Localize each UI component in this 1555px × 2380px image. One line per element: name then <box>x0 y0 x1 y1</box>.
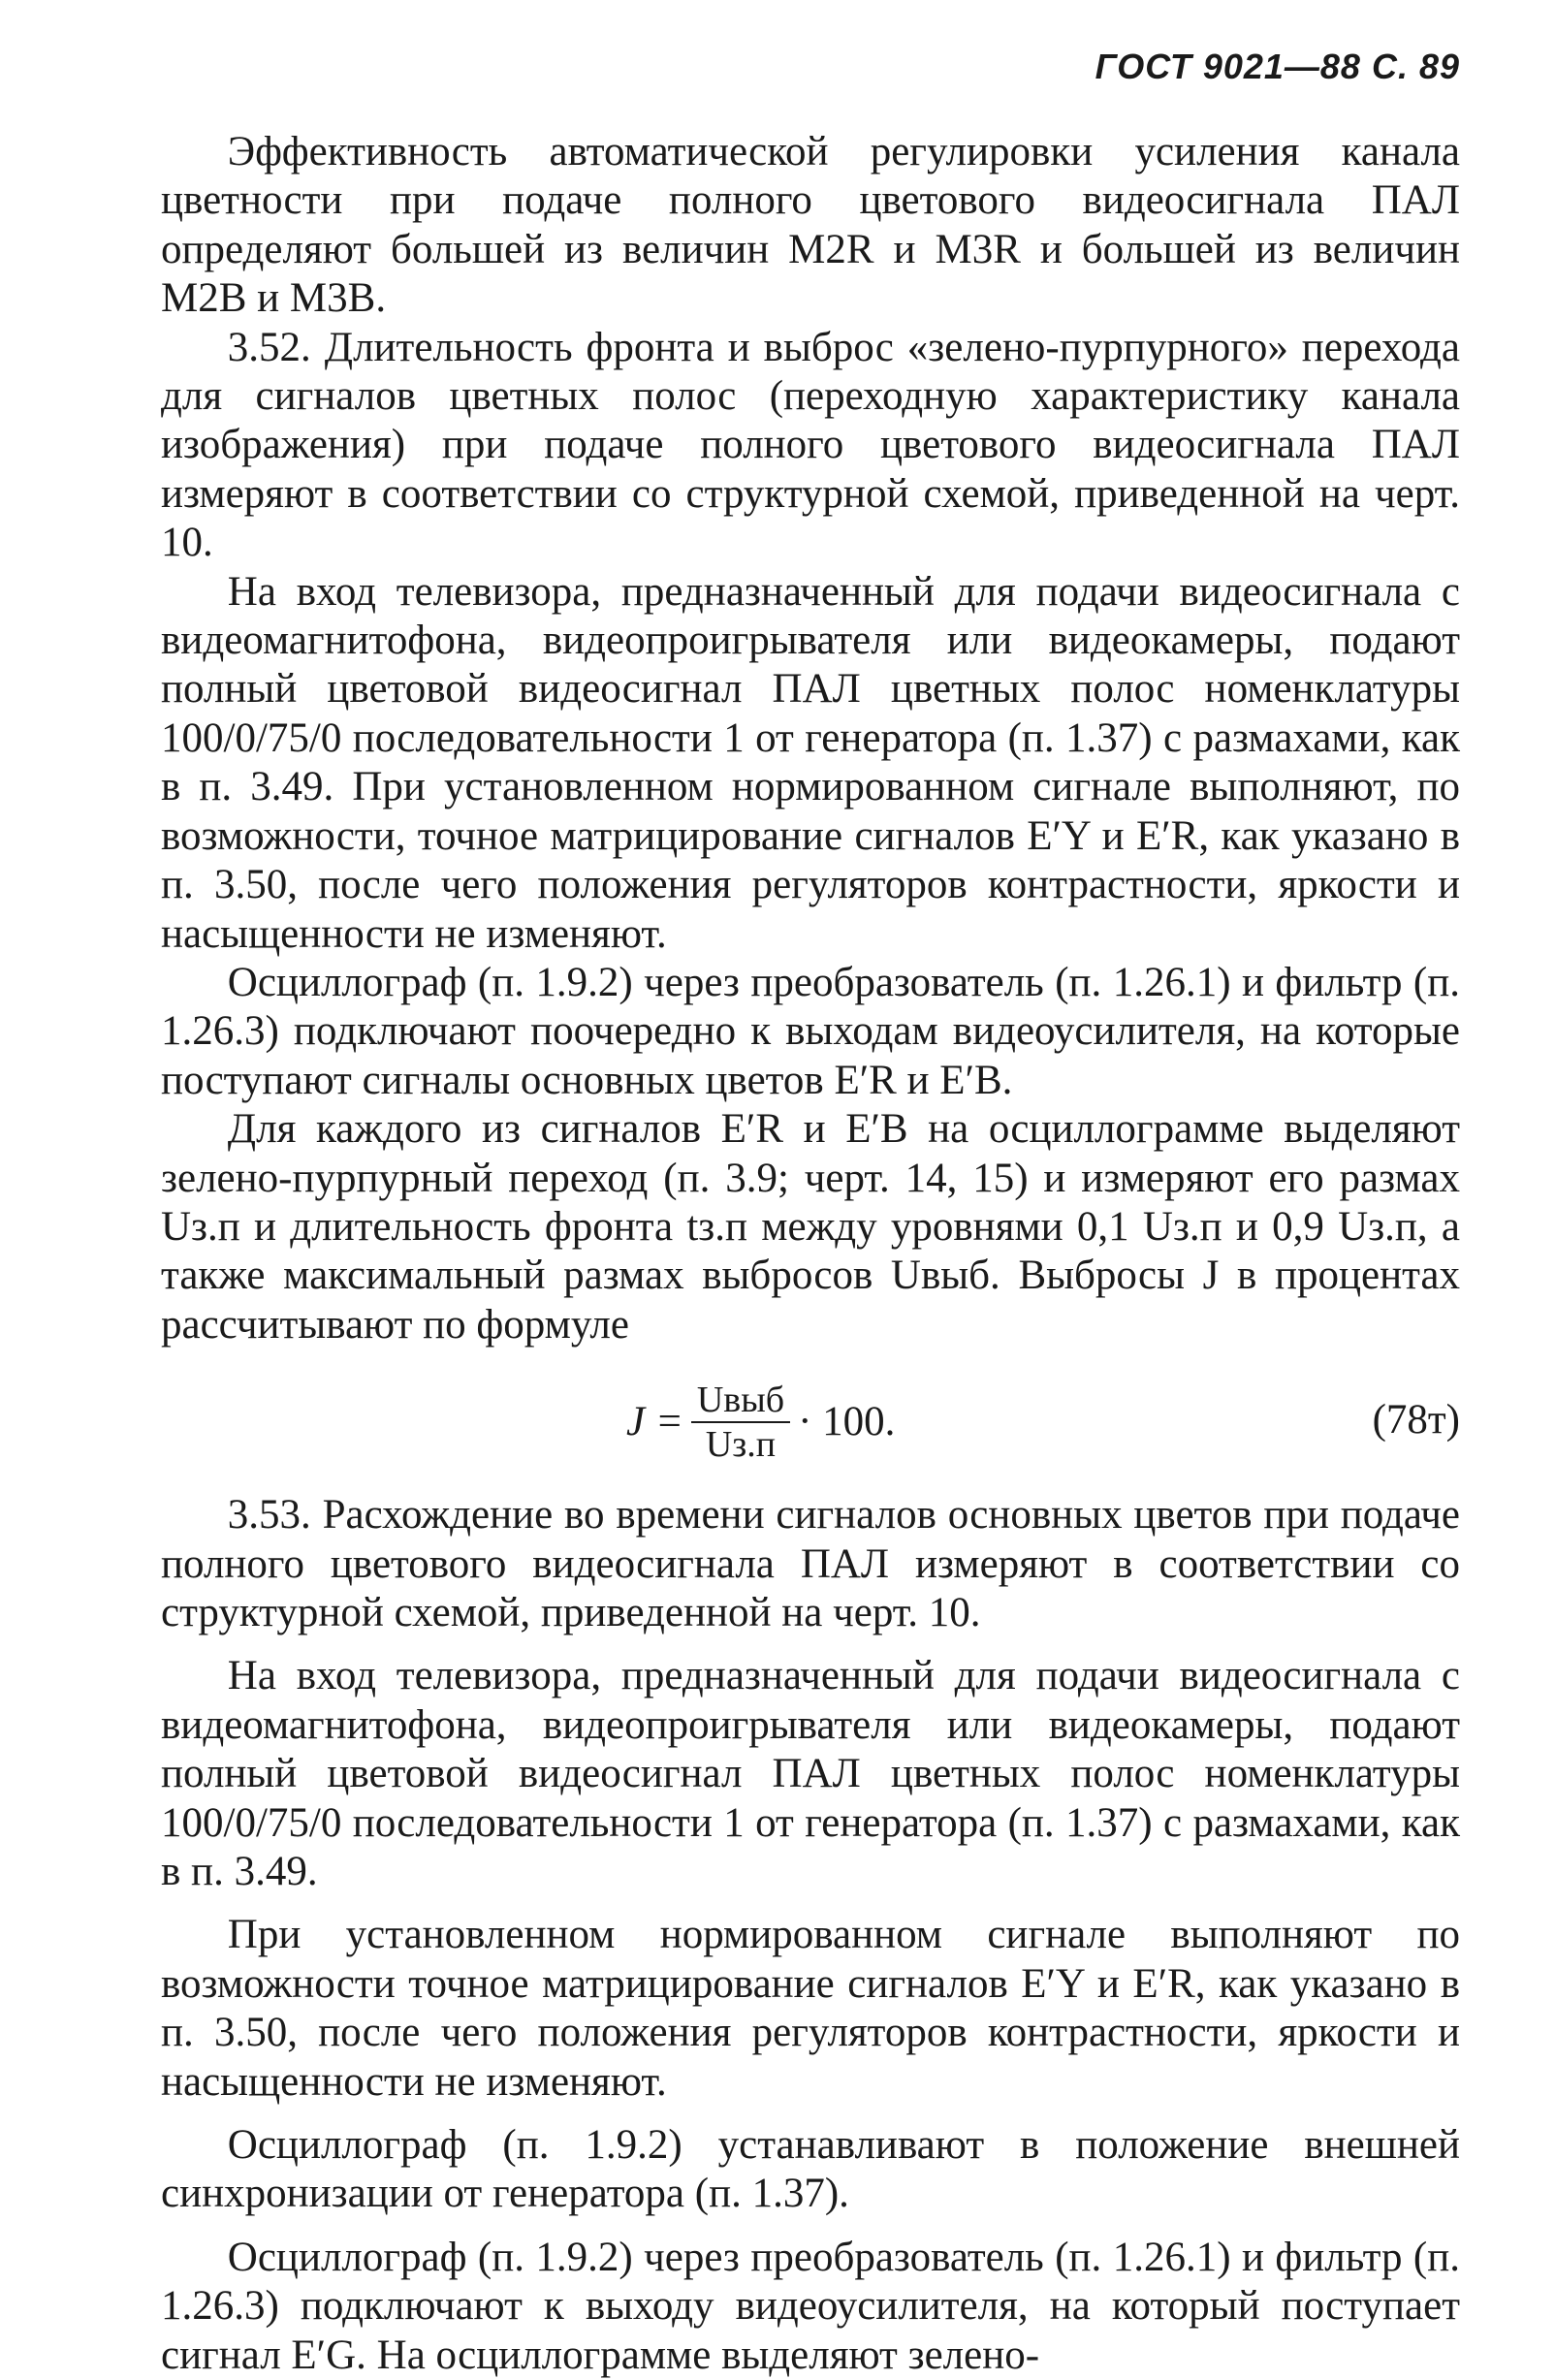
formula-fraction <box>691 1379 790 1466</box>
paragraph: Эффективность автоматической регулировки усиления канала цветности при подаче полного цветового видеосигнала ПАЛ определяют большей из величин M2R и M3R и большей из величин M2B и M3B. <box>161 129 1460 322</box>
paragraph: 3.52. Длительность фронта и выброс «зелено-пурпурного» перехода для сигналов цветных полос (переходную характеристику канала изображения) при подаче полного цветового видеосигнала ПАЛ измеряют в соответствии со структурной схемой, приведенной на черт. 10. <box>161 324 1460 566</box>
formula-78t <box>161 1363 1460 1479</box>
paragraph: На вход телевизора, предназначенный для подачи видеосигнала с видеомагнитофона, видеопроигрывателя или видеокамеры, подают полный цветовой видеосигнал ПАЛ цветных полос номенклатуры 100/0/75/0 последовательности 1 от генератора (п. 1.37) с размахами, как в п. 3.49. При установленном нормированном сигнале выполняют, по возможности, точное матрицирование сигналов E′Y и E′R, как указано в п. 3.50, после чего положения регуляторов контрастности, яркости и насыщенности не изменяют. <box>161 568 1460 957</box>
paragraph: На вход телевизора, предназначенный для подачи видеосигнала с видеомагнитофона, видеопроигрывателя или видеокамеры, подают полный цветовой видеосигнал ПАЛ цветных полос номенклатуры 100/0/75/0 последовательности 1 от генератора (п. 1.37) с размахами, как в п. 3.49. <box>161 1653 1460 1894</box>
formula-expression <box>626 1379 895 1466</box>
formula-numerator: Uвыб <box>691 1379 790 1423</box>
formula-denominator: Uз.п <box>705 1424 777 1466</box>
paragraph: Для каждого из сигналов E′R и E′B на осциллограмме выделяют зелено-пурпурный переход (п. 3.9; черт. 14, 15) и измеряют его размах Uз.п и длительность фронта tз.п между уровнями 0,1 Uз.п и 0,9 Uз.п, а также максимальный размах выбросов Uвыб. Выбросы J в процентах рассчитывают по формуле <box>161 1106 1460 1348</box>
formula-lhs: J = <box>626 1398 683 1444</box>
paragraph: Осциллограф (п. 1.9.2) через преобразователь (п. 1.26.1) и фильтр (п. 1.26.3) подключают поочередно к выходам видеоусилителя, на которые поступают сигналы основных цветов E′R и E′B. <box>161 959 1460 1103</box>
paragraph: Осциллограф (п. 1.9.2) устанавливают в положение внешней синхронизации от генератора (п. 1.37). <box>161 2122 1460 2217</box>
formula-rhs: · 100. <box>798 1398 896 1444</box>
page-header: ГОСТ 9021—88 С. 89 <box>1095 47 1460 86</box>
formula-number: (78т) <box>1372 1397 1460 1444</box>
paragraph: При установленном нормированном сигнале выполняют по возможности точное матрицирование сигналов E′Y и E′R, как указано в п. 3.50, после чего положения регуляторов контрастности, яркости и насыщенности не изменяют. <box>161 1912 1460 2105</box>
paragraph: Осциллограф (п. 1.9.2) через преобразователь (п. 1.26.1) и фильтр (п. 1.26.3) подключают к выходу видеоусилителя, на который поступает сигнал E′G. На осциллограмме выделяют зелено- <box>161 2234 1460 2378</box>
paragraph: 3.53. Расхождение во времени сигналов основных цветов при подаче полного цветового видеосигнала ПАЛ измеряют в соответствии со структурной схемой, приведенной на черт. 10. <box>161 1492 1460 1635</box>
document-body <box>161 128 1460 2380</box>
